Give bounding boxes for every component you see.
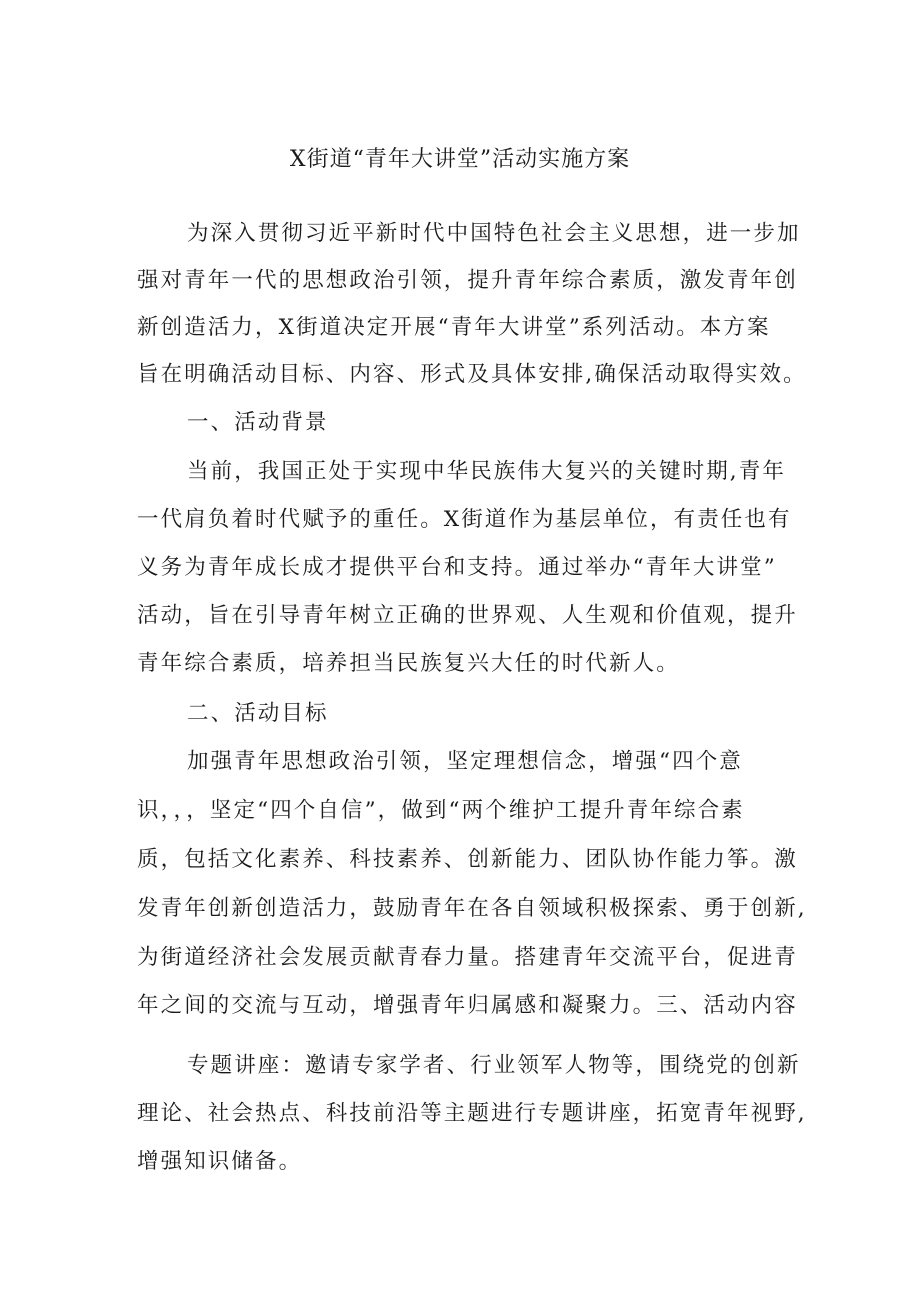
paragraph-intro-line-1: 为深入贯彻习近平新时代中国特色社会主义思想，进一步加 <box>187 221 801 246</box>
paragraph-background-line-2: 一代肩负着时代赋予的重任。X街道作为基层单位，有责任也有 <box>137 507 792 532</box>
paragraph-goals-line-2: 识，，，坚定“四个自信”，做到“两个维护工提升青年综合素 <box>137 798 745 823</box>
paragraph-goals-line-3: 质，包括文化素养、科技素养、创新能力、团队协作能力筝。激 <box>137 847 798 872</box>
paragraph-intro-line-3: 新创造活力，X街道决定开展“青年大讲堂”系列活动。本方案 <box>137 315 771 340</box>
paragraph-intro-line-2: 强对青年一代的思想政治引领，提升青年综合素质，激发青年创 <box>137 268 798 293</box>
document-title: X街道“青年大讲堂”活动实施方案 <box>289 147 631 172</box>
paragraph-lecture-line-1: 专题讲座：邀请专家学者、行业领军人物等，围绕党的创新 <box>187 1053 801 1078</box>
paragraph-intro-line-4: 旨在明确活动目标、内容、形式及具体安排,确保活动取得实效。 <box>137 362 807 387</box>
paragraph-lecture-line-3: 增强知识储备。 <box>137 1149 303 1174</box>
paragraph-background-line-1: 当前，我国正处于实现中华民族伟大复兴的关键时期,青年 <box>187 459 786 484</box>
paragraph-lecture-line-2: 理论、社会热点、科技前沿等主题进行专题讲座，拓宽青年视野, <box>137 1101 807 1126</box>
paragraph-background-line-3: 义务为青年成长成才提供平台和支持。通过举办“青年大讲堂” <box>137 555 777 580</box>
paragraph-background-line-4: 活动，旨在引导青年树立正确的世界观、人生观和价值观，提升 <box>137 603 798 628</box>
paragraph-background-line-5: 青年综合素质，培养担当民族复兴大任的时代新人。 <box>137 651 680 676</box>
paragraph-goals-line-4: 发青年创新创造活力，鼓励青年在各自领域积极探索、勇于创新, <box>137 896 807 921</box>
paragraph-goals-line-1: 加强青年思想政治引领，坚定理想信念，增强“四个意 <box>187 749 743 774</box>
paragraph-goals-line-6: 年之间的交流与互动，增强青年归属感和凝聚力。三、活动内容 <box>137 993 798 1018</box>
paragraph-goals-line-5: 为街道经济社会发展贡献青春力量。搭建青年交流平台，促进青 <box>137 945 798 970</box>
section-heading-goals: 二、活动目标 <box>187 701 329 726</box>
section-heading-background: 一、活动背景 <box>187 410 329 435</box>
